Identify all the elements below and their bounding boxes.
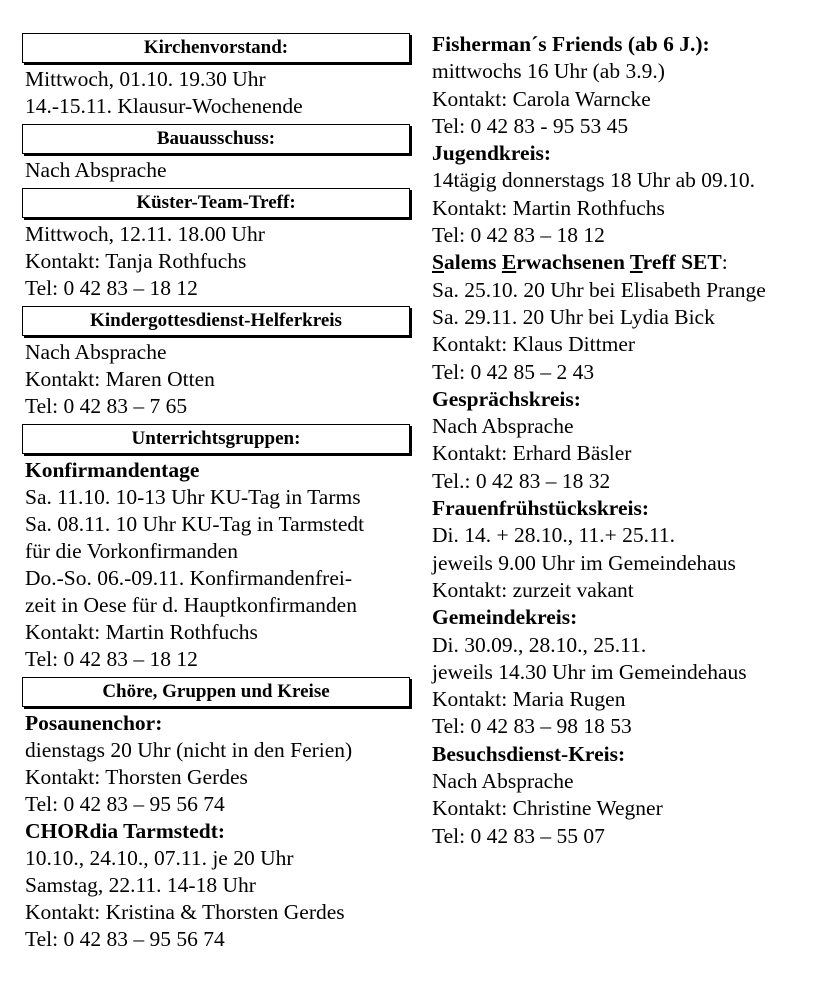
section-header-box: Chöre, Gruppen und Kreise — [22, 677, 410, 707]
text-line: Di. 30.09., 28.10., 25.11. — [432, 632, 647, 657]
text-line: Di. 14. + 28.10., 11.+ 25.11. — [432, 523, 676, 548]
group — [432, 140, 812, 249]
section-header-box: Kindergottesdienst-Helferkreis — [22, 306, 410, 336]
heading-part: Jugendkreis: — [432, 141, 552, 166]
heading-part: Frauenfrühstückskreis: — [432, 496, 650, 521]
text-line: Sa. 08.11. 10 Uhr KU-Tag in Tarmstedt — [25, 512, 365, 536]
group-heading — [432, 31, 812, 58]
heading-part: Fisherman´s Friends (ab 6 J.): — [432, 32, 710, 56]
text-line: Kontakt: Christine Wegner — [432, 796, 663, 821]
section — [22, 33, 410, 120]
text-line: Tel: 0 42 83 – 95 56 74 — [25, 792, 225, 816]
text-line: zeit in Oese für d. Hauptkonfirmanden — [25, 593, 357, 617]
text-line: Mittwoch, 12.11. 18.00 Uhr — [25, 222, 265, 246]
text-line: Do.-So. 06.-09.11. Konfirmandenfrei- — [25, 566, 353, 590]
heading-part: E — [501, 250, 517, 275]
heading-part: Gemeindekreis: — [432, 605, 578, 630]
text-line: Nach Absprache — [25, 158, 167, 182]
group — [432, 386, 812, 495]
heading-part: S — [432, 250, 444, 275]
subheading: Konfirmandentage — [25, 458, 200, 482]
text-line: Tel: 0 42 83 – 95 56 74 — [25, 927, 225, 951]
text-line: dienstags 20 Uhr (nicht in den Ferien) — [25, 738, 353, 762]
group — [432, 495, 812, 604]
text-line: Tel: 0 42 83 – 7 65 — [25, 394, 188, 418]
section — [22, 424, 410, 673]
text-line: jeweils 14.30 Uhr im Gemeindehaus — [432, 659, 747, 684]
text-line: Nach Absprache — [25, 340, 167, 364]
text-line: Nach Absprache — [432, 414, 574, 439]
text-line: Kontakt: zurzeit vakant — [432, 577, 634, 602]
text-line: Kontakt: Martin Rothfuchs — [25, 620, 258, 644]
section-header-box: Kirchenvorstand: — [22, 33, 410, 63]
group — [432, 249, 812, 385]
left-column — [22, 33, 410, 953]
section — [22, 124, 410, 184]
text-line: Tel: 0 42 83 – 18 12 — [25, 647, 198, 671]
group — [432, 31, 812, 140]
heading-part: reff SET — [642, 250, 722, 275]
text-line: Sa. 11.10. 10-13 Uhr KU-Tag in Tarms — [25, 485, 361, 509]
heading-part: : — [721, 250, 728, 275]
right-column — [432, 31, 812, 850]
text-line: Tel: 0 42 83 – 98 18 53 — [432, 714, 632, 739]
section — [22, 677, 410, 953]
group-heading — [432, 741, 812, 768]
group-heading — [432, 604, 812, 631]
text-line: Mittwoch, 01.10. 19.30 Uhr — [25, 67, 266, 91]
group — [432, 741, 812, 850]
text-line: mittwochs 16 Uhr (ab 3.9.) — [432, 59, 665, 84]
text-line: Tel: 0 42 85 – 2 43 — [432, 359, 595, 384]
group — [432, 604, 812, 740]
section-header-box: Unterrichtsgruppen: — [22, 424, 410, 454]
text-line: Kontakt: Kristina & Thorsten Gerdes — [25, 900, 345, 924]
text-line: Tel.: 0 42 83 – 18 32 — [432, 468, 611, 493]
text-line: Kontakt: Carola Warncke — [432, 86, 651, 111]
heading-part: Gesprächskreis: — [432, 386, 581, 411]
group-heading — [432, 140, 812, 167]
text-line: Kontakt: Maria Rugen — [432, 687, 626, 712]
heading-part: rwachsenen — [516, 250, 630, 275]
group-heading — [432, 386, 812, 413]
text-line: Kontakt: Thorsten Gerdes — [25, 765, 248, 789]
heading-part: Besuchsdienst-Kreis: — [432, 741, 626, 766]
text-line: Kontakt: Erhard Bäsler — [432, 441, 632, 466]
text-line: jeweils 9.00 Uhr im Gemeindehaus — [432, 550, 736, 575]
text-line: Tel: 0 42 83 - 95 53 45 — [432, 113, 629, 138]
heading-part: alems — [443, 250, 502, 275]
section — [22, 188, 410, 302]
text-line: Sa. 29.11. 20 Uhr bei Lydia Bick — [432, 304, 715, 329]
text-line: Sa. 25.10. 20 Uhr bei Elisabeth Prange — [432, 277, 766, 302]
section-header-box: Bauausschuss: — [22, 124, 410, 154]
text-line: Tel: 0 42 83 – 18 12 — [25, 276, 198, 300]
subheading: CHORdia Tarmstedt: — [25, 819, 226, 843]
text-line: 14.-15.11. Klausur-Wochenende — [25, 94, 303, 118]
group-heading — [432, 249, 812, 276]
heading-part: T — [629, 250, 643, 275]
section-header-box: Küster-Team-Treff: — [22, 188, 410, 218]
section — [22, 306, 410, 420]
subheading: Posaunenchor: — [25, 711, 163, 735]
text-line: 10.10., 24.10., 07.11. je 20 Uhr — [25, 846, 294, 870]
group-heading — [432, 495, 812, 522]
text-line: Kontakt: Maren Otten — [25, 367, 215, 391]
text-line: 14tägig donnerstags 18 Uhr ab 09.10. — [432, 168, 756, 193]
text-line: Tel: 0 42 83 – 18 12 — [432, 223, 605, 248]
text-line: Kontakt: Klaus Dittmer — [432, 332, 636, 357]
text-line: Samstag, 22.11. 14-18 Uhr — [25, 873, 256, 897]
text-line: Nach Absprache — [432, 769, 574, 794]
text-line: Kontakt: Martin Rothfuchs — [432, 195, 665, 220]
text-line: für die Vorkonfirmanden — [25, 539, 238, 563]
text-line: Tel: 0 42 83 – 55 07 — [432, 823, 605, 848]
text-line: Kontakt: Tanja Rothfuchs — [25, 249, 247, 273]
